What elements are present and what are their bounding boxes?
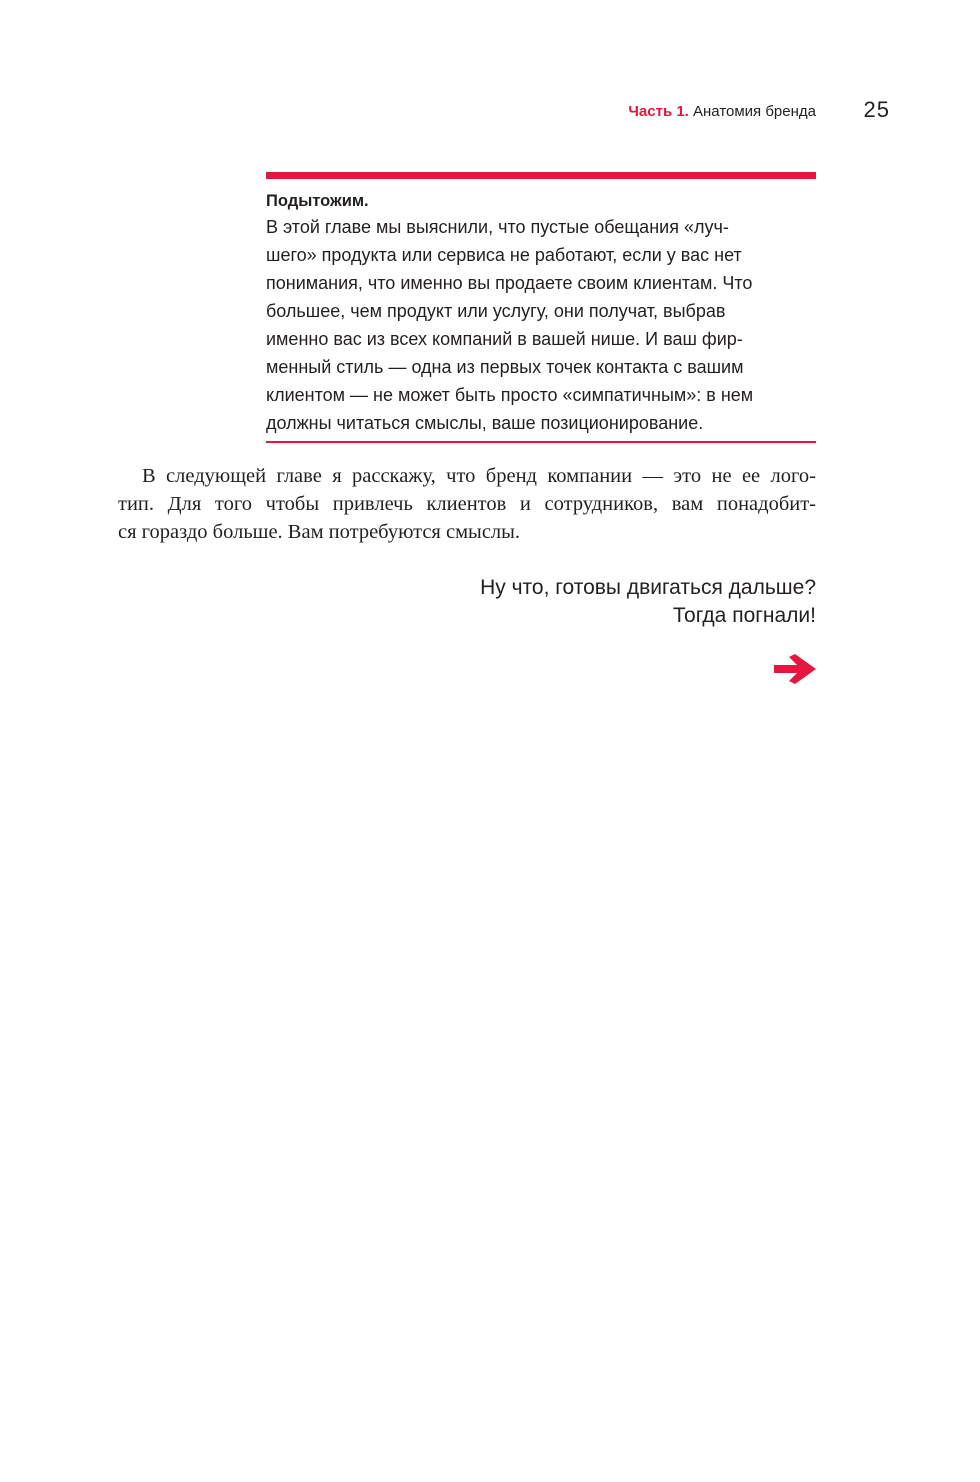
summary-line: понимания, что именно вы продаете своим клиентам. Что xyxy=(266,273,753,293)
summary-line: В этой главе мы выяснили, что пустые обещания «луч- xyxy=(266,217,729,237)
summary-line: большее, чем продукт или услугу, они получат, выбрав xyxy=(266,301,726,321)
page-number: 25 xyxy=(863,97,890,122)
summary-line: менный стиль — одна из первых точек контакта с вашим xyxy=(266,357,744,377)
summary-line: шего» продукта или сервиса не работают, если у вас нет xyxy=(266,245,742,265)
body-line: В следующей главе я расскажу, что бренд компании — это не ее лого- xyxy=(142,465,816,487)
closing-text xyxy=(366,574,816,630)
arrow-right-icon xyxy=(774,654,816,684)
summary-line: должны читаться смыслы, ваше позиционирование. xyxy=(266,413,704,433)
running-head-part: Часть 1. xyxy=(628,103,689,120)
summary-line: клиентом — не может быть просто «симпатичным»: в нем xyxy=(266,385,754,405)
body-line: тип. Для того чтобы привлечь клиентов и сотрудников, вам понадобит- xyxy=(118,493,816,515)
body-paragraph xyxy=(118,462,816,546)
closing-line-2: Тогда погнали! xyxy=(672,604,816,627)
running-head xyxy=(560,101,816,123)
summary-line: именно вас из всех компаний в вашей нише. И ваш фир- xyxy=(266,329,743,349)
summary-box xyxy=(266,172,816,443)
closing-line-1: Ну что, готовы двигаться дальше? xyxy=(480,576,816,599)
summary-title: Подытожим. xyxy=(266,192,369,210)
body-line: ся гораздо больше. Вам потребуются смыслы. xyxy=(118,521,521,543)
running-head-chapter: Анатомия бренда xyxy=(693,103,816,120)
